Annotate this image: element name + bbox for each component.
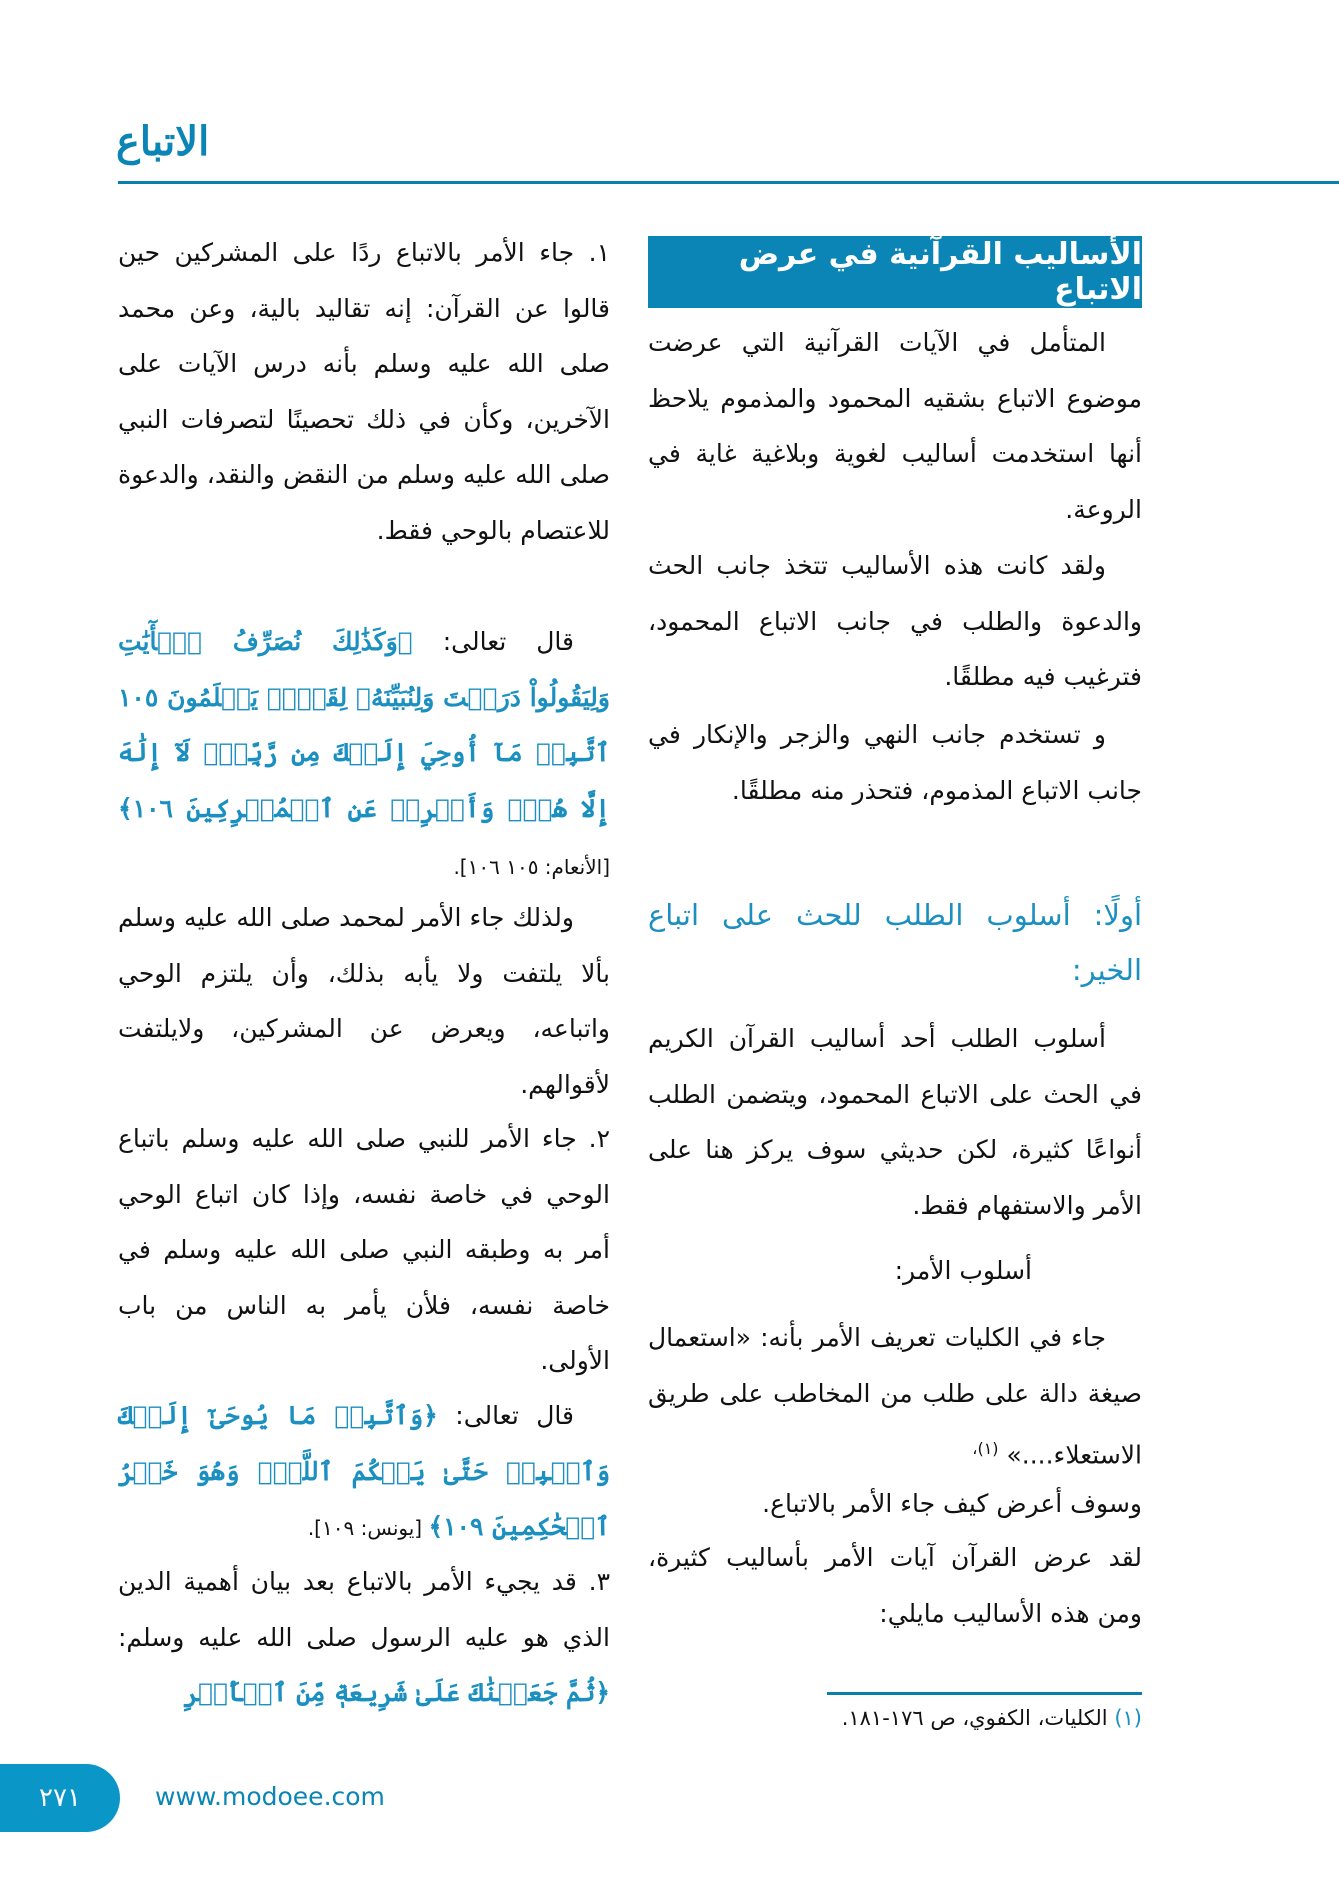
quote-intro: قال تعالى: bbox=[437, 1401, 574, 1430]
paragraph: و تستخدم جانب النهي والزجر والإنكار في جانب الاتباع المذموم، فتحذر منه مطلقًا. bbox=[648, 720, 1142, 805]
paragraph: ١. جاء الأمر بالاتباع ردًا على المشركين حين قالوا عن القرآن: إنه تقاليد بالية، وعن محمد صلى الله عليه وسلم بأنه درس الآيات على الآخرين، وكأن في ذلك تحصينًا لتصرفات النبي صلى الله عليه وسلم من النقض والنقد، والدعوة للاعتصام بالوحي فقط. bbox=[118, 238, 610, 545]
footnote-number: (١) bbox=[1114, 1706, 1142, 1730]
paragraph: المتأمل في الآيات القرآنية التي عرضت موضوع الاتباع بشقيه المحمود والمذموم يلاحظ أنها استخدمت أساليب لغوية وبلاغية غاية في الروعة. bbox=[648, 328, 1142, 524]
quote-block bbox=[118, 1388, 610, 1557]
footnote-text: الكليات، الكفوي، ص ١٧٦-١٨١. bbox=[841, 1706, 1115, 1730]
page-number-badge: ٢٧١ bbox=[0, 1764, 120, 1832]
verse-reference: [الأنعام: ١٠٥ ١٠٦]. bbox=[453, 855, 610, 879]
paragraph: وسوف أعرض كيف جاء الأمر بالاتباع. bbox=[762, 1489, 1142, 1518]
footnote bbox=[700, 1706, 1142, 1730]
quran-verse: ﴿وَٱتَّبِعۡ مَا يُوحَىٰٓ إِلَيۡكَ وَٱصۡبِرۡ حَتَّىٰ يَحۡكُمَ ٱللَّهُۚ وَهُوَ خَيۡرُ ٱلۡحَٰكِمِينَ ١٠٩﴾ bbox=[118, 1401, 610, 1541]
section-title: الأساليب القرآنية في عرض الاتباع bbox=[648, 236, 1142, 308]
header-rule bbox=[118, 181, 1339, 184]
footnote-rule bbox=[827, 1692, 1142, 1695]
quote-block bbox=[118, 614, 610, 896]
quran-verse: ﴿ثُمَّ جَعَلۡنَٰكَ عَلَىٰ شَرِيعَةٖ مِّنَ ٱلۡأَمۡرِ bbox=[183, 1678, 610, 1707]
paragraph: ولذلك جاء الأمر لمحمد صلى الله عليه وسلم بألا يلتفت ولا يأبه بذلك، وأن يلتزم الوحي واتباعه، ويعرض عن المشركين، ولايلتفت لأقوالهم. bbox=[118, 903, 610, 1099]
quote-intro: قال تعالى: bbox=[412, 627, 574, 656]
definition-text: جاء في الكليات تعريف الأمر بأنه: «استعمال صيغة دالة على طلب من المخاطب على طريق الاستعلاء....» bbox=[648, 1323, 1142, 1470]
footnote-ref[interactable]: (١)، bbox=[972, 1439, 999, 1458]
paragraph-heading: أسلوب الأمر: bbox=[894, 1256, 1032, 1285]
paragraph: أسلوب الطلب أحد أساليب القرآن الكريم في الحث على الاتباع المحمود، ويتضمن الطلب أنواعًا كثيرة، لكن حديثي سوف يركز هنا على الأمر والاستفهام فقط. bbox=[648, 1024, 1142, 1220]
paragraph: لقد عرض القرآن آيات الأمر بأساليب كثيرة، ومن هذه الأساليب مايلي: bbox=[648, 1543, 1142, 1628]
paragraph bbox=[648, 1310, 1142, 1483]
paragraph: ولقد كانت هذه الأساليب تتخذ جانب الحث والدعوة والطلب في جانب الاتباع المحمود، فترغيب فيه مطلقًا. bbox=[648, 551, 1142, 691]
running-title-logo: الاتباع bbox=[116, 118, 210, 165]
subheading: أولًا: أسلوب الطلب للحث على اتباع الخير: bbox=[648, 898, 1142, 987]
paragraph-text: ٣. قد يجيء الأمر بالاتباع بعد بيان أهمية الدين الذي هو عليه الرسول صلى الله عليه وسلم: bbox=[118, 1567, 610, 1652]
website-link[interactable]: www.modoee.com bbox=[155, 1782, 385, 1811]
paragraph bbox=[118, 1554, 610, 1721]
paragraph: ٢. جاء الأمر للنبي صلى الله عليه وسلم باتباع الوحي في خاصة نفسه، وإذا كان اتباع الوحي أمر به وطبقه النبي صلى الله عليه وسلم في خاصة نفسه، فلأن يأمر به الناس من باب الأولى. bbox=[118, 1124, 610, 1375]
quran-verse: ﴿وَكَذَٰلِكَ نُصَرِّفُ ٱلۡأٓيَٰتِ وَلِيَقُولُواْ دَرَسۡتَ وَلِنُبَيِّنَهُۥ لِقَوۡمٖ يَعۡلَمُونَ ١٠٥ ٱتَّبِعۡ مَآ أُوحِيَ إِلَيۡكَ مِن رَّبِّكَۖ لَآ إِلَٰهَ إِلَّا هُوَۖ وَأَعۡرِضۡ عَنِ ٱلۡمُشۡرِكِينَ ١٠٦﴾ bbox=[118, 627, 610, 823]
verse-reference: [يونس: ١٠٩]. bbox=[307, 1516, 429, 1540]
